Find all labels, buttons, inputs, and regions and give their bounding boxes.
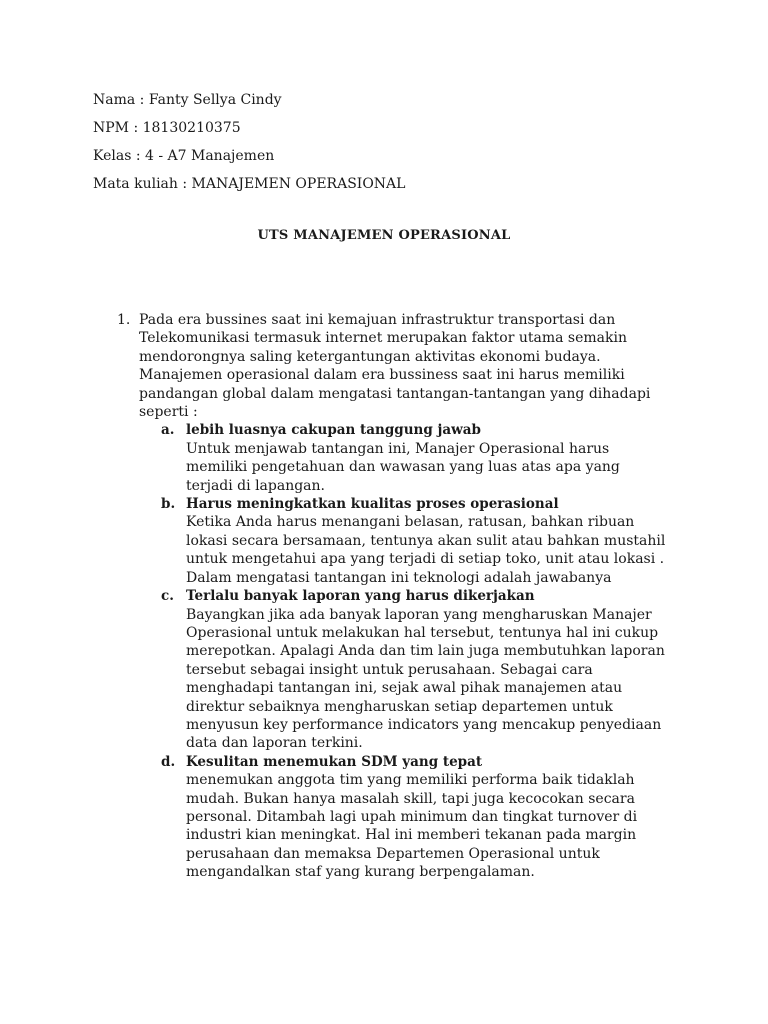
student-info xyxy=(93,86,405,198)
answer-letter: c. xyxy=(161,588,174,605)
answer-item-d xyxy=(117,753,677,882)
course-name: Mata kuliah : MANAJEMEN OPERASIONAL xyxy=(93,176,406,192)
question-text: Pada era bussines saat ini kemajuan infrastruktur transportasi dan Telekomunikasi termasuk internet merupakan faktor utama semakin mendorongnya saling ketergantungan aktivitas ekonomi budaya. Manajemen operasional dalam era bussiness saat ini harus memiliki pandangan global dalam mengatasi tantangan-tantangan yang dihadapi seperti : xyxy=(139,312,651,421)
answer-heading: Terlalu banyak laporan yang harus dikerjakan xyxy=(186,588,535,605)
question-number: 1. xyxy=(117,312,131,328)
answer-heading: Harus meningkatkan kualitas proses operasional xyxy=(186,496,559,513)
question-1 xyxy=(117,311,677,882)
answer-letter: b. xyxy=(161,496,176,513)
answer-heading: lebih luasnya cakupan tanggung jawab xyxy=(186,422,481,439)
answer-heading: Kesulitan menemukan SDM yang tepat xyxy=(186,753,483,770)
student-class: Kelas : 4 - A7 Manajemen xyxy=(93,148,275,164)
student-npm: NPM : 18130210375 xyxy=(93,120,241,136)
answer-body: Untuk menjawab tantangan ini, Manajer Operasional harus memiliki pengetahuan dan wawasan yang luas atas apa yang terjadi di lapangan. xyxy=(186,440,620,494)
answer-body: menemukan anggota tim yang memiliki performa baik tidaklah mudah. Bukan hanya masalah skill, tapi juga kecocokan secara personal. Ditambah lagi upah minimum dan tingkat turnover di industri kian meningkat. Hal ini memberi tekanan pada margin perusahaan dan memaksa Departemen Operasional untuk mengandalkan staf yang kurang berpengalaman. xyxy=(186,772,638,881)
answer-item-a xyxy=(117,421,677,495)
answer-letter: a. xyxy=(161,422,175,439)
answer-item-c xyxy=(117,587,677,753)
document-title: UTS MANAJEMEN OPERASIONAL xyxy=(257,228,511,243)
answer-item-b xyxy=(117,495,677,587)
answer-letter: d. xyxy=(161,753,176,770)
answer-body: Ketika Anda harus menangani belasan, ratusan, bahkan ribuan lokasi secara bersamaan, tentunya akan sulit atau bahkan mustahil untuk mengetahui apa yang terjadi di setiap toko, unit atau lokasi . Dalam mengatasi tantangan ini teknologi adalah jawabanya xyxy=(186,514,666,586)
student-name: Nama : Fanty Sellya Cindy xyxy=(93,92,282,108)
answer-body: Bayangkan jika ada banyak laporan yang mengharuskan Manajer Operasional untuk melakukan hal tersebut, tentunya hal ini cukup merepotkan. Apalagi Anda dan tim lain juga membutuhkan laporan tersebut sebagai insight untuk perusahaan. Sebagai cara menghadapi tantangan ini, sejak awal pihak manajemen atau direktur sebaiknya mengharuskan setiap departemen untuk menyusun key performance indicators yang mencakup penyediaan data dan laporan terkini. xyxy=(186,606,665,752)
